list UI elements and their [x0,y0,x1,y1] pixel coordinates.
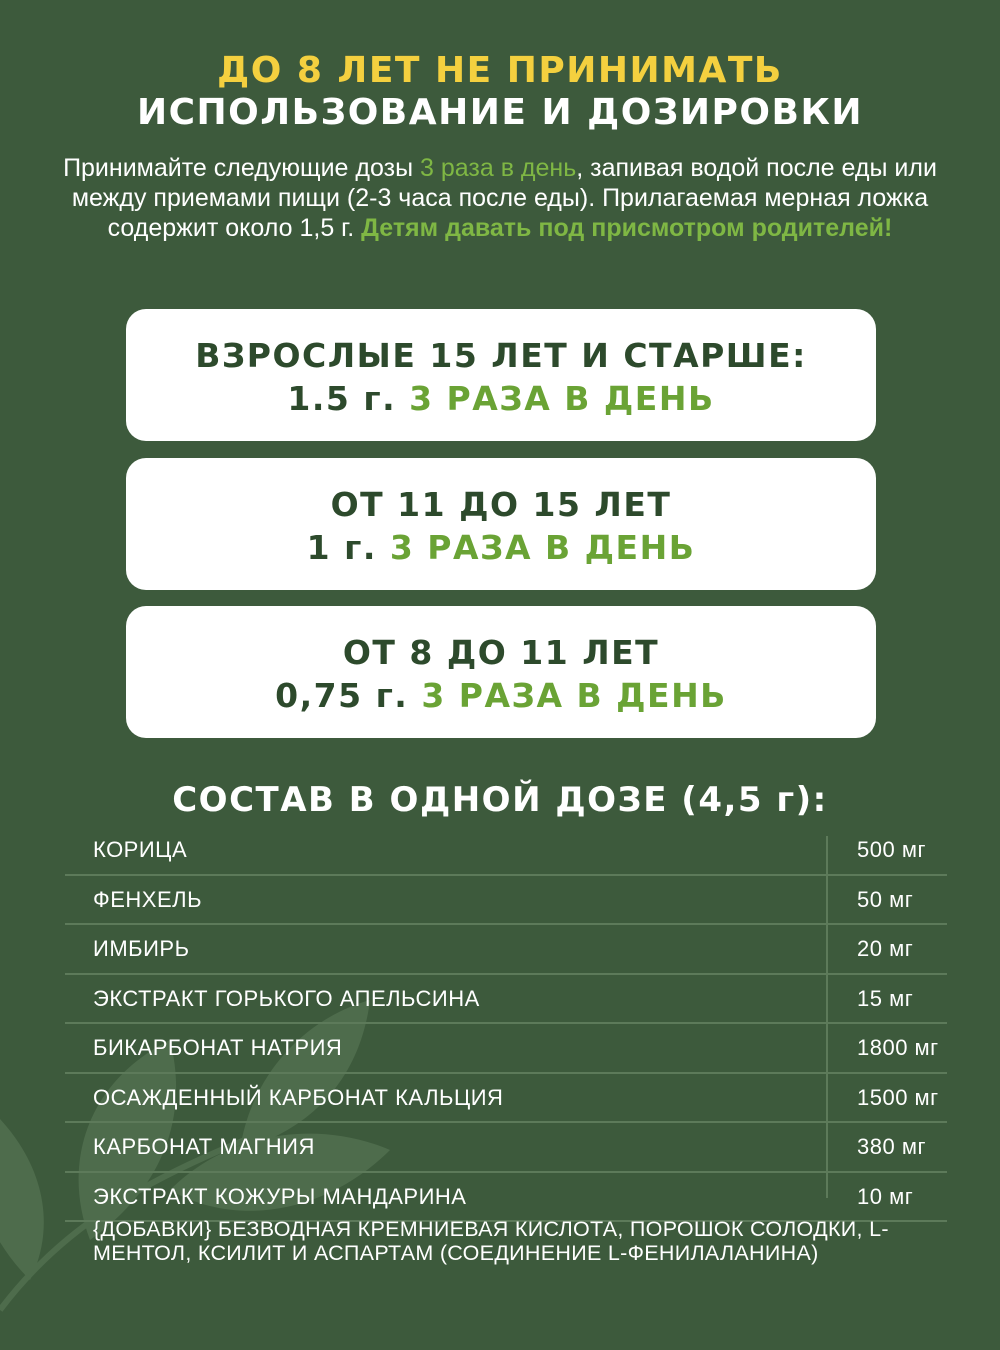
table-row [65,876,947,926]
ingredient-amount: 1500 мг [857,1084,939,1110]
dosage-group: ОТ 8 ДО 11 ЛЕТ [342,633,660,672]
intro-supervision-highlight: Детям давать под присмотром родителей! [361,214,893,242]
dosage-card-11-15 [126,458,876,590]
ingredient-amount: 15 мг [857,985,914,1011]
ingredient-name: КАРБОНАТ МАГНИЯ [93,1134,315,1159]
ingredient-name: ЭКСТРАКТ ГОРЬКОГО АПЕЛЬСИНА [93,985,480,1011]
table-row [65,826,947,876]
dosage-frequency: 3 РАЗА В ДЕНЬ [389,528,696,567]
age-warning-heading: ДО 8 ЛЕТ НЕ ПРИНИМАТЬ [217,50,783,91]
dosage-line [126,528,876,567]
page-title: ИСПОЛЬЗОВАНИЕ И ДОЗИРОВКИ [137,92,863,133]
ingredient-name: КОРИЦА [93,837,188,862]
dosage-line [126,379,876,418]
ingredient-name: ОСАЖДЕННЫЙ КАРБОНАТ КАЛЬЦИЯ [93,1084,504,1110]
table-row [65,1074,947,1124]
dosage-line [126,676,876,715]
dosage-card-adults [126,309,876,441]
table-row [65,1024,947,1074]
ingredient-name: ИМБИРЬ [93,936,190,961]
ingredient-name: ФЕНХЕЛЬ [93,886,203,912]
dosage-amount: 1.5 г. [287,379,397,418]
dosage-card-8-11 [126,606,876,738]
table-row [65,925,947,975]
additives-note: {ДОБАВКИ} БЕЗВОДНАЯ КРЕМНИЕВАЯ КИСЛОТА, ПОРОШОК СОЛОДКИ, L-МЕНТОЛ, КСИЛИТ И АСПАРТАМ (СОЕДИНЕНИЕ L-ФЕНИЛАЛАНИНА) [93,1217,889,1265]
ingredient-name: ЭКСТРАКТ КОЖУРЫ МАНДАРИНА [93,1183,467,1209]
dosage-group: ОТ 11 ДО 15 ЛЕТ [330,485,672,524]
composition-title: СОСТАВ В ОДНОЙ ДОЗЕ (4,5 г): [172,780,828,820]
intro-text-continued: , запивая водой после еды или между приемами пищи (2-3 часа после еды). Прилагаемая мерная ложка содержит около 1,5 г. [71,154,937,242]
ingredient-amount: 1800 мг [857,1035,939,1060]
table-row [65,1173,947,1223]
table-row [65,975,947,1025]
ingredient-amount: 20 мг [857,936,914,961]
table-row [65,1123,947,1173]
usage-instructions [40,153,960,243]
composition-table [65,826,947,1222]
dosage-frequency: 3 РАЗА В ДЕНЬ [409,379,715,418]
dosage-frequency: 3 РАЗА В ДЕНЬ [421,676,727,715]
intro-text: Принимайте следующие дозы [63,154,420,182]
dosage-amount: 0,75 г. [275,676,409,715]
intro-frequency-highlight: 3 раза в день [420,154,577,182]
dosage-group: ВЗРОСЛЫЕ 15 ЛЕТ И СТАРШЕ: [195,336,807,375]
ingredient-amount: 10 мг [857,1183,914,1209]
ingredient-amount: 500 мг [857,837,926,862]
ingredient-amount: 50 мг [857,886,914,912]
ingredient-amount: 380 мг [857,1134,926,1159]
dosage-amount: 1 г. [306,528,377,567]
ingredient-name: БИКАРБОНАТ НАТРИЯ [93,1035,343,1060]
